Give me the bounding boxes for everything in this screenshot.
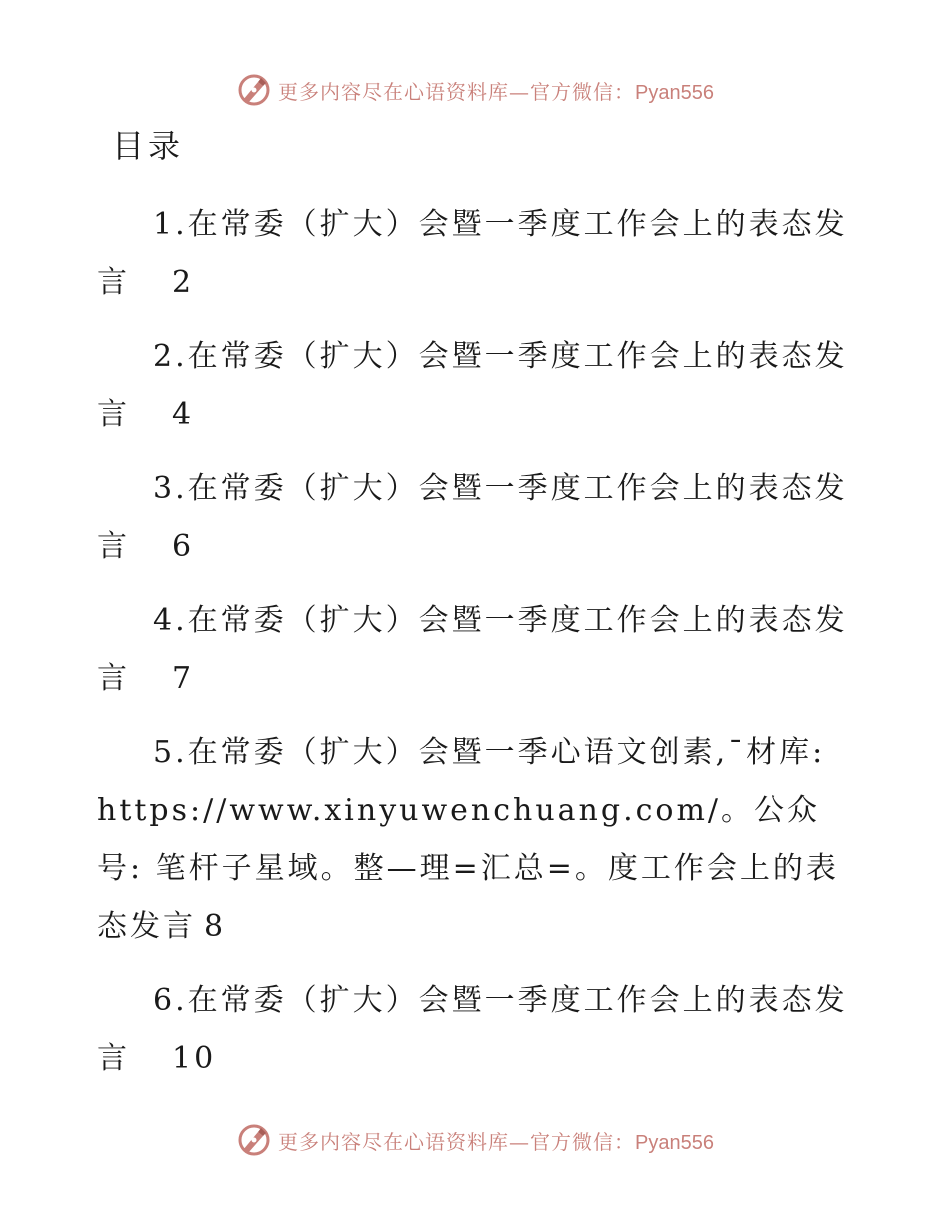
toc-entry-page: 6 [172,529,195,564]
toc-heading: 目录 [112,127,185,165]
toc-entry-page: 4 [172,397,195,432]
toc-entry-title: 3.在常委（扩大）会暨一季度工作会上的表态发言 [97,471,848,564]
toc-entry-title: 2.在常委（扩大）会暨一季度工作会上的表态发言 [97,339,848,432]
toc-entry[interactable] [97,460,857,576]
toc-entry[interactable] [97,592,857,708]
toc-entry-title: 5.在常委（扩大）会暨一季心语文创素,¯材库: https://www.xinyuwenchuang.com/。公众号: 笔杆子星域。整—理=汇总=。度工作会上的表态发言 [97,735,839,944]
toc-entry-page: 2 [172,265,195,300]
header-banner [0,70,950,110]
toc-entry-title: 1.在常委（扩大）会暨一季度工作会上的表态发言 [97,207,848,300]
toc-entry-page: 10 [172,1041,217,1076]
wechat-handle: Pyan556 [635,1131,714,1154]
toc-entry[interactable] [97,328,857,444]
toc-entry-page: 8 [204,909,227,944]
pen-nib-logo-icon [236,1122,272,1158]
toc-entry-title: 4.在常委（扩大）会暨一季度工作会上的表态发言 [97,603,848,696]
toc-list [97,196,857,1104]
toc-entry[interactable] [97,972,857,1088]
banner-text: 更多内容尽在心语资料库—官方微信：Pyan556 [278,1129,714,1154]
toc-entry[interactable] [97,196,857,312]
banner-text: 更多内容尽在心语资料库—官方微信：Pyan556 [278,79,714,104]
toc-entry-page: 7 [172,661,195,696]
wechat-handle: Pyan556 [635,81,714,104]
footer-banner [0,1120,950,1160]
toc-entry-title: 6.在常委（扩大）会暨一季度工作会上的表态发言 [97,983,848,1076]
pen-nib-logo-icon [236,72,272,108]
toc-entry[interactable] [97,724,857,956]
